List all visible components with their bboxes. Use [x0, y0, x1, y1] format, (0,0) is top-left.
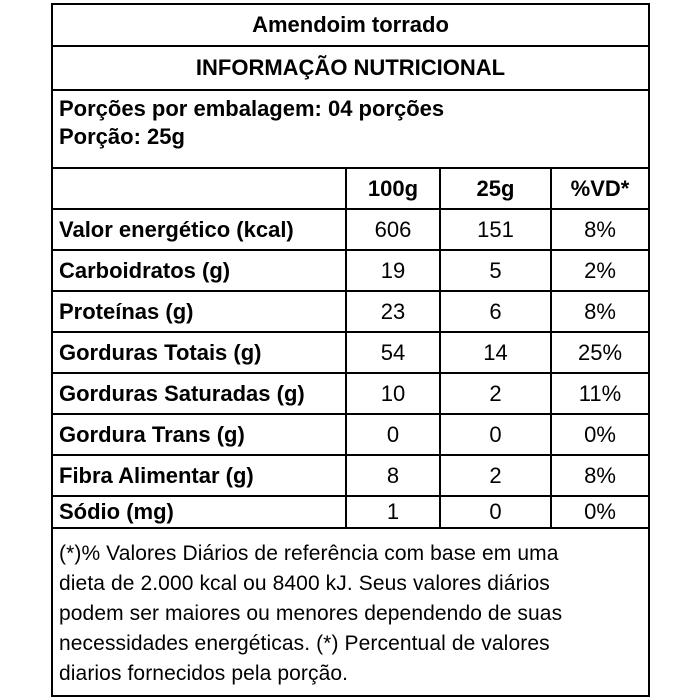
product-title-row: [53, 5, 648, 47]
value-25g: 2: [439, 374, 550, 413]
nutrient-name: Gorduras Totais (g): [59, 339, 262, 365]
section-title: INFORMAÇÃO NUTRICIONAL: [195, 55, 506, 80]
value-vd: 8%: [550, 292, 648, 331]
portion-info: [53, 91, 648, 169]
value-vd: 8%: [550, 210, 648, 249]
table-row: [53, 415, 648, 456]
table-row: [53, 497, 648, 529]
nutrient-name: Gorduras Saturadas (g): [59, 380, 305, 406]
value-100g: 8: [345, 456, 439, 495]
nutrient-name: Carboidratos (g): [59, 257, 231, 283]
nutrient-name: Fibra Alimentar (g): [59, 462, 254, 488]
nutrient-name: Sódio (mg): [59, 499, 174, 524]
table-row: [53, 292, 648, 333]
header-vd: %VD*: [550, 169, 648, 208]
value-vd: 25%: [550, 333, 648, 372]
portions-per-package: Porções por embalagem: 04 porções: [59, 96, 445, 121]
table-header-row: [53, 169, 648, 210]
value-100g: 54: [345, 333, 439, 372]
value-25g: 5: [439, 251, 550, 290]
value-vd: 11%: [550, 374, 648, 413]
value-100g: 23: [345, 292, 439, 331]
value-25g: 2: [439, 456, 550, 495]
footnote: [53, 529, 648, 689]
value-100g: 606: [345, 210, 439, 249]
nutrient-name: Valor energético (kcal): [59, 216, 294, 242]
product-title: Amendoim torrado: [252, 12, 449, 37]
table-row: [53, 210, 648, 251]
footnote-line: dieta de 2.000 kcal ou 8400 kJ. Seus valores diários: [59, 572, 550, 595]
table-row: [53, 251, 648, 292]
value-25g: 151: [439, 210, 550, 249]
footnote-line: necessidades energéticas. (*) Percentual de valores: [59, 632, 550, 655]
section-title-row: [53, 47, 648, 91]
value-25g: 0: [439, 497, 550, 527]
table-row: [53, 456, 648, 497]
value-25g: 6: [439, 292, 550, 331]
header-nutrient-cell: [53, 169, 345, 208]
value-100g: 0: [345, 415, 439, 454]
portion-size: Porção: 25g: [59, 124, 185, 149]
value-25g: 0: [439, 415, 550, 454]
nutrient-name: Proteínas (g): [59, 298, 194, 324]
table-row: [53, 333, 648, 374]
value-vd: 0%: [550, 415, 648, 454]
value-vd: 0%: [550, 497, 648, 527]
table-row: [53, 374, 648, 415]
nutrition-label: [51, 3, 650, 697]
footnote-line: podem ser maiores ou menores dependendo de suas: [59, 602, 563, 625]
value-100g: 19: [345, 251, 439, 290]
value-vd: 2%: [550, 251, 648, 290]
header-100g: 100g: [345, 169, 439, 208]
value-100g: 1: [345, 497, 439, 527]
footnote-line: (*)% Valores Diários de referência com base em uma: [59, 542, 559, 565]
value-100g: 10: [345, 374, 439, 413]
nutrient-name: Gordura Trans (g): [59, 421, 245, 447]
value-25g: 14: [439, 333, 550, 372]
value-vd: 8%: [550, 456, 648, 495]
footnote-line: diarios fornecidos pela porção.: [59, 662, 349, 685]
header-25g: 25g: [439, 169, 550, 208]
